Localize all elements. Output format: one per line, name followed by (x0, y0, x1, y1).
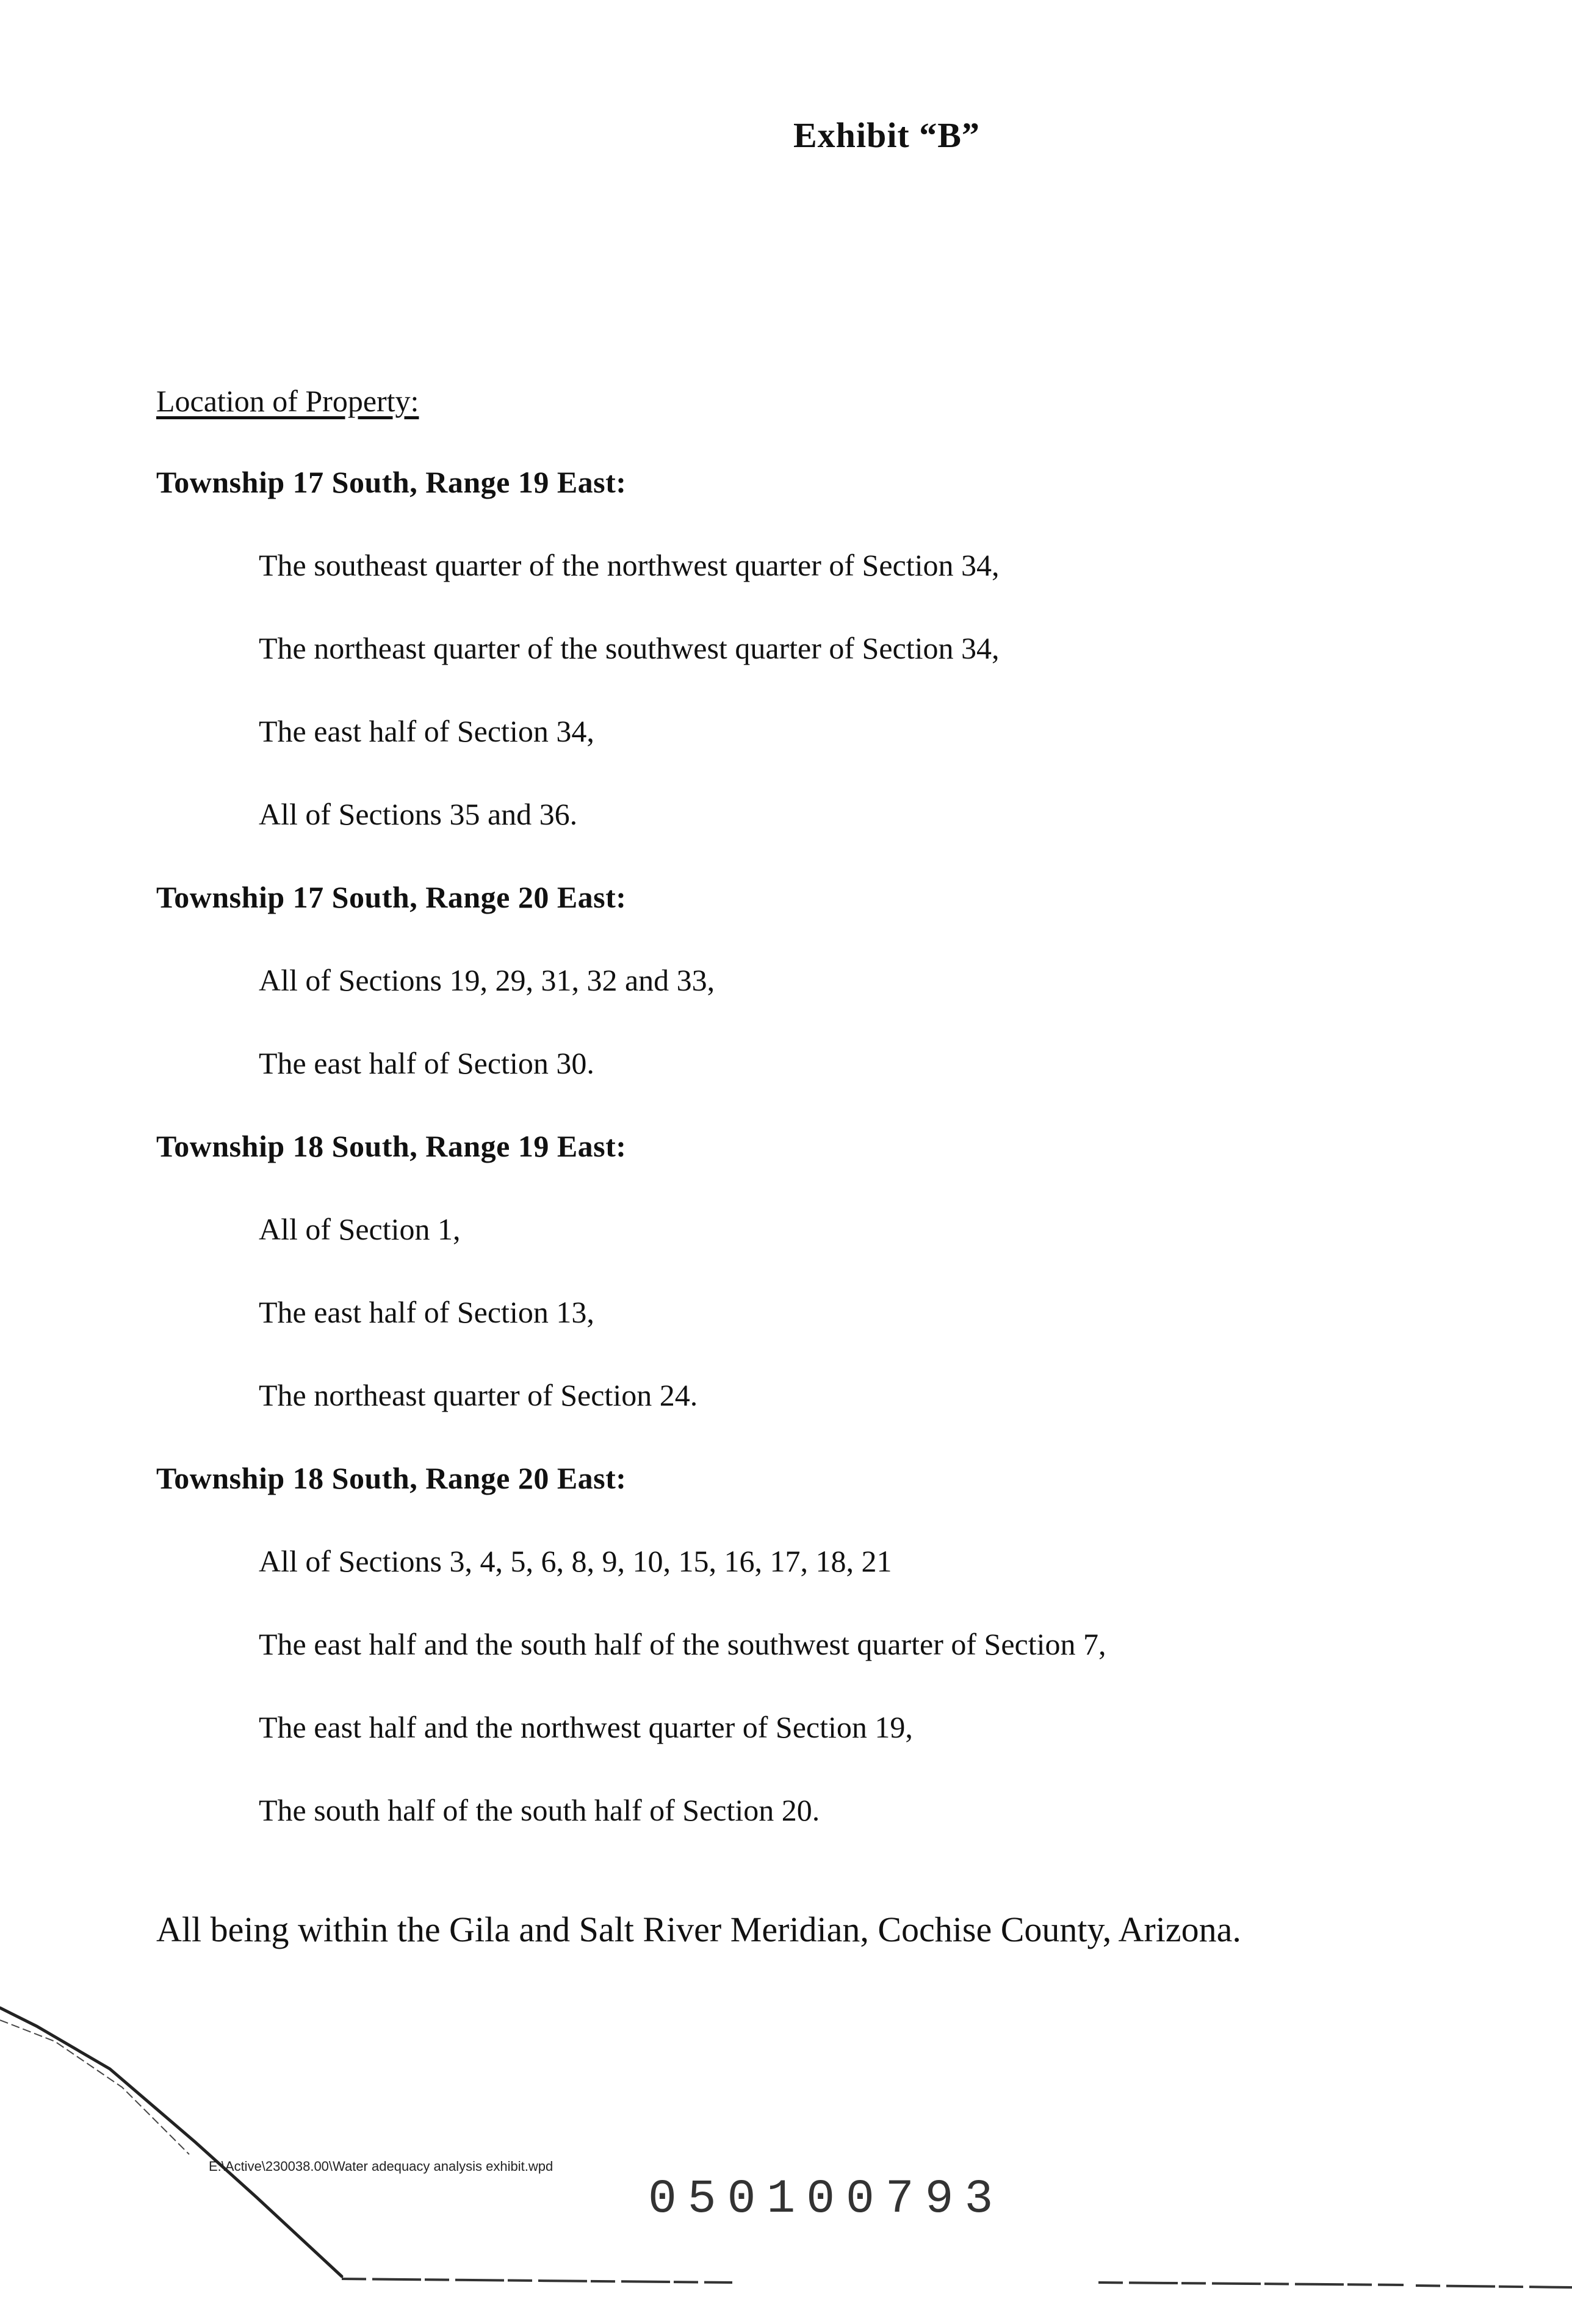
parcel-description: All of Sections 35 and 36. (259, 797, 578, 831)
bottom-edge-line (342, 2279, 1572, 2287)
township-heading: Township 18 South, Range 19 East: (156, 1129, 627, 1163)
fold-shadow-line (0, 2008, 342, 2276)
parcel-description: All of Section 1, (259, 1212, 461, 1246)
parcel-description: The east half of Section 34, (259, 714, 594, 748)
township-heading: Township 17 South, Range 19 East: (156, 465, 627, 499)
parcel-description: The south half of the south half of Section 20. (259, 1793, 820, 1827)
township-heading: Township 18 South, Range 20 East: (156, 1461, 627, 1495)
file-path-footer: E:\Active\230038.00\Water adequacy analysis exhibit.wpd (209, 2159, 553, 2174)
parcel-description: The northeast quarter of Section 24. (259, 1378, 698, 1412)
meridian-statement: All being within the Gila and Salt River Meridian, Cochise County, Arizona. (156, 1910, 1241, 1949)
parcel-description: The east half of Section 30. (259, 1046, 594, 1080)
parcel-description: The east half and the northwest quarter of Section 19, (259, 1710, 913, 1744)
parcel-description: The east half of Section 13, (259, 1295, 594, 1329)
parcel-description: All of Sections 3, 4, 5, 6, 8, 9, 10, 15, 16, 17, 18, 21 (259, 1544, 892, 1578)
fold-shadow-line-thin (0, 2020, 189, 2154)
parcel-description: All of Sections 19, 29, 31, 32 and 33, (259, 963, 715, 997)
location-of-property-label: Location of Property: (156, 384, 419, 418)
document-number: 050100793 (648, 2173, 1004, 2226)
parcel-description: The northeast quarter of the southwest quarter of Section 34, (259, 631, 1000, 665)
exhibit-title: Exhibit “B” (793, 115, 980, 155)
parcel-description: The east half and the south half of the southwest quarter of Section 7, (259, 1627, 1106, 1661)
parcel-description: The southeast quarter of the northwest quarter of Section 34, (259, 548, 1000, 582)
township-heading: Township 17 South, Range 20 East: (156, 880, 627, 914)
